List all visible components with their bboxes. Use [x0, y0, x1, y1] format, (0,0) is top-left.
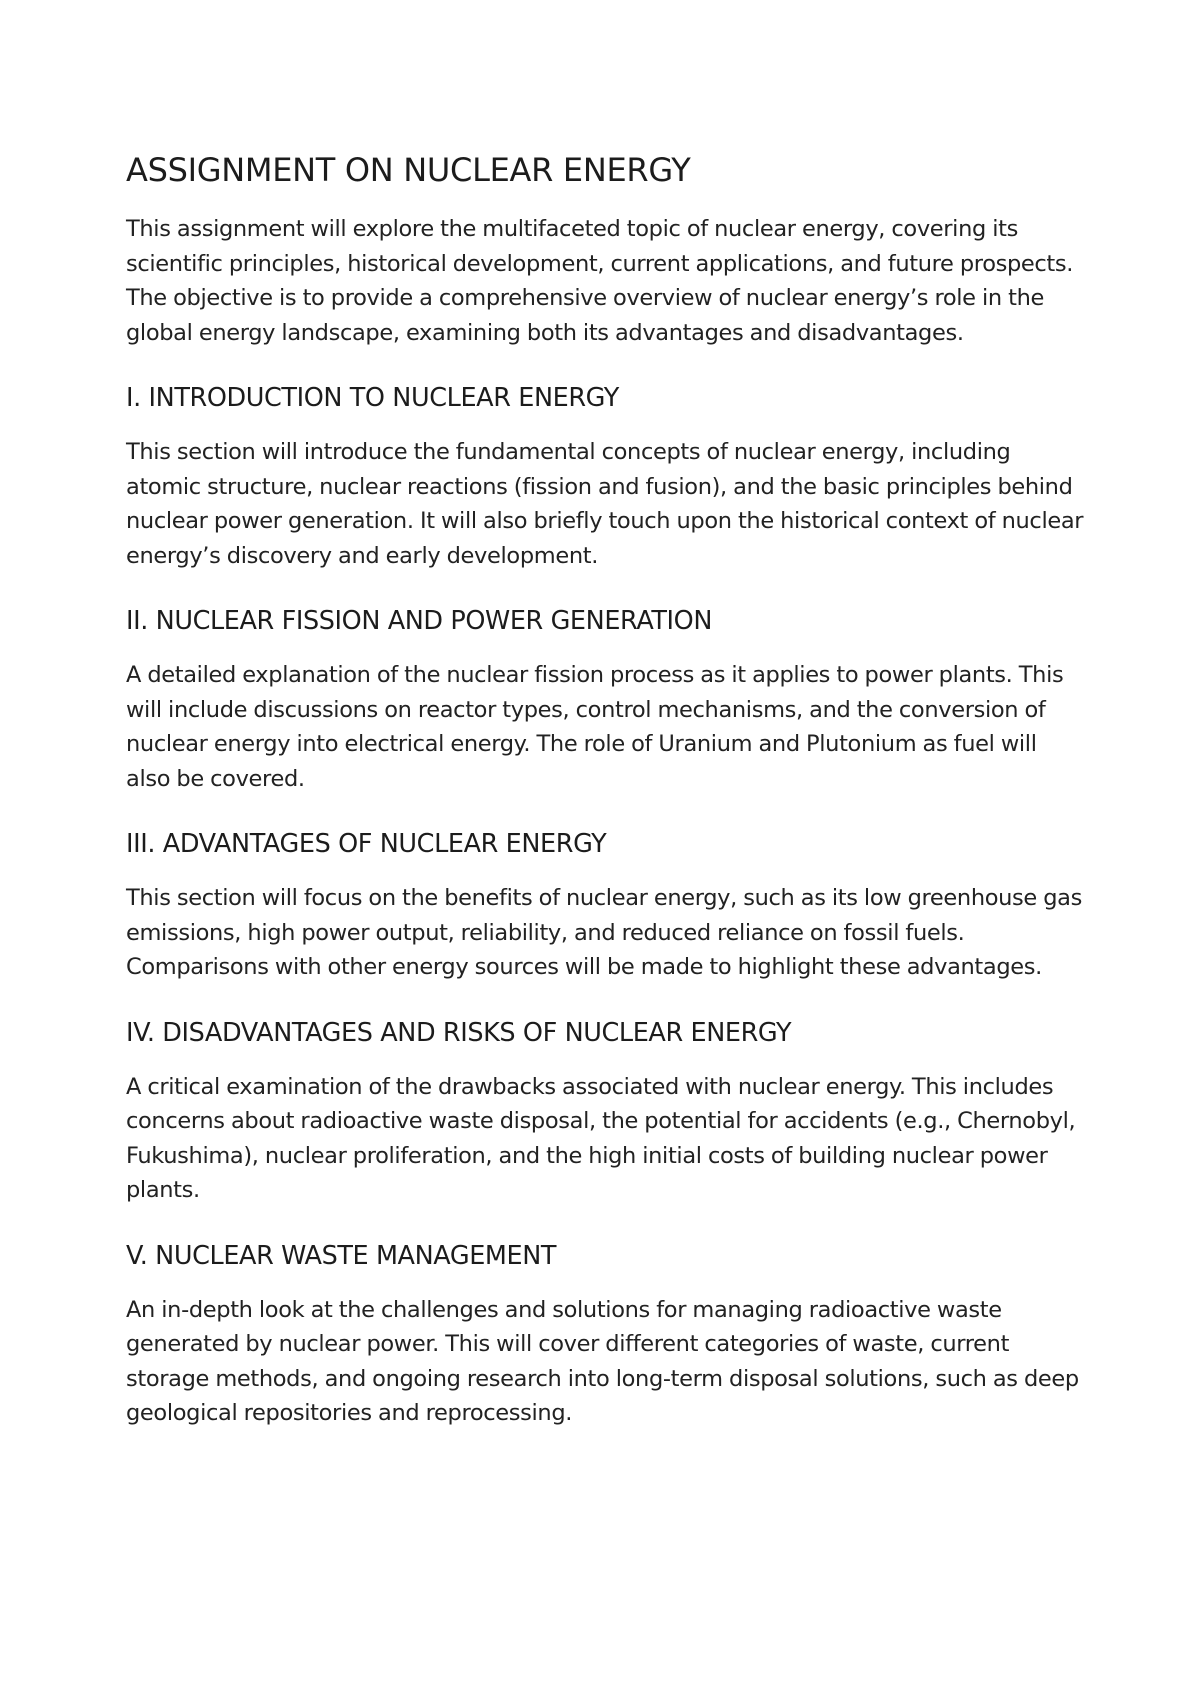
section-heading-fission: II. NUCLEAR FISSION AND POWER GENERATION — [126, 606, 713, 636]
document-page — [126, 150, 1086, 1431]
section-heading-advantages: III. ADVANTAGES OF NUCLEAR ENERGY — [126, 829, 607, 859]
section-body-introduction: This section will introduce the fundamental concepts of nuclear energy, including atomic structure, nuclear reactions (fission and fusion), and the basic principles behind nuclear power generation. It will also briefly touch upon the historical context of nuclear energy’s discovery and early development. — [126, 439, 1084, 569]
section-heading-waste-management: V. NUCLEAR WASTE MANAGEMENT — [126, 1240, 557, 1271]
section-heading-disadvantages: IV. DISADVANTAGES AND RISKS OF NUCLEAR ENERGY — [126, 1017, 792, 1048]
intro-paragraph: This assignment will explore the multifaceted topic of nuclear energy, covering its scientific principles, historical development, current applications, and future prospects. The objective is to provide a comprehensive overview of nuclear energy’s role in the global energy landscape, examining both its advantages and disadvantages. — [126, 216, 1074, 346]
document-title: ASSIGNMENT ON NUCLEAR ENERGY — [126, 151, 691, 189]
section-body-fission: A detailed explanation of the nuclear fission process as it applies to power plants. This will include discussions on reactor types, control mechanisms, and the conversion of nuclear energy into electrical energy. The role of Uranium and Plutonium as fuel will also be covered. — [126, 662, 1064, 792]
section-body-waste-management: An in-depth look at the challenges and solutions for managing radioactive waste generated by nuclear power. This will cover different categories of waste, current storage methods, and ongoing research into long-term disposal solutions, such as deep geological repositories and reprocessing. — [126, 1296, 1079, 1426]
section-body-disadvantages: A critical examination of the drawbacks associated with nuclear energy. This includes concerns about radioactive waste disposal, the potential for accidents (e.g., Chernobyl, Fukushima), nuclear proliferation, and the high initial costs of building nuclear power plants. — [126, 1073, 1076, 1203]
section-body-advantages: This section will focus on the benefits of nuclear energy, such as its low greenhouse gas emissions, high power output, reliability, and reduced reliance on fossil fuels. Comparisons with other energy sources will be made to highlight these advantages. — [126, 885, 1082, 980]
section-heading-introduction: I. INTRODUCTION TO NUCLEAR ENERGY — [126, 383, 619, 413]
